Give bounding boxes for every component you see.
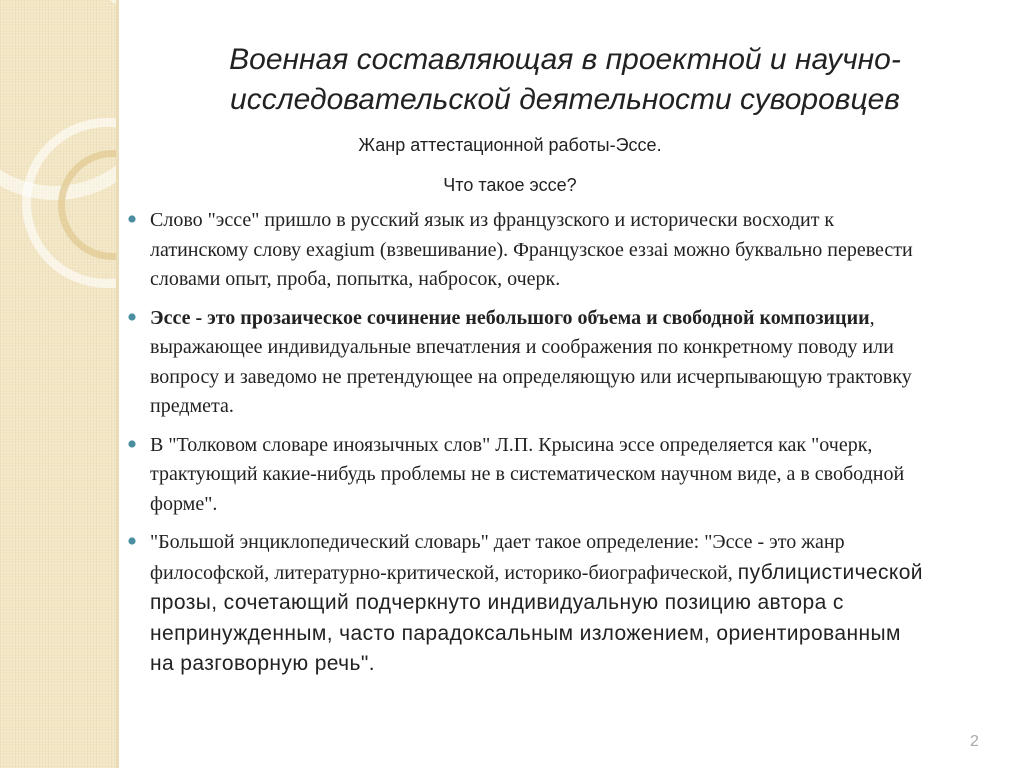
strip-edge-divider <box>116 0 119 768</box>
bullet-list <box>128 206 928 689</box>
bullet-text: В "Толковом словаре иноязычных слов" Л.П. Крысина эссе определяется как "очерк, трактующий какие-нибудь проблемы не в систематическом научном виде, а в свободной форме". <box>150 433 905 515</box>
list-item <box>128 304 928 422</box>
genre-subtitle: Жанр аттестационной работы-Эссе. <box>358 135 662 155</box>
slide-title: Военная составляющая в проектной и научно-исследовательской деятельности суворовцев <box>229 43 901 116</box>
decorative-side-strip <box>0 0 116 768</box>
bullet-icon <box>128 537 136 545</box>
list-item <box>128 528 928 680</box>
bullet-icon <box>128 440 136 448</box>
bullet-text: , выражающее индивидуальные впечатления и соображения по конкретному поводу или вопросу и заведомо не претендующее на определяющую или исчерпывающую трактовку предмета. <box>150 306 912 417</box>
bullet-icon <box>128 215 136 223</box>
bullet-icon <box>128 313 136 321</box>
page-number: 2 <box>970 733 979 750</box>
list-item <box>128 206 928 295</box>
bullet-text: Слово "эссе" пришло в русский язык из французского и исторически восходит к латинскому слову exagium (взвешивание). Французское еззаі можно буквально перевести словами опыт, проба, попытка, набросок, очерк. <box>150 209 913 290</box>
bullet-text: "Большой энциклопедический словарь" дает такое определение: "Эссе - это жанр философской, литературно-критической, историко-биографической, <box>150 531 845 584</box>
list-item <box>128 431 928 520</box>
bullet-text-sans: публицистической прозы, сочетающий подчеркнуто индивидуальную позицию автора с непринужденным, часто парадоксальным изложением, ориентированным на разговорную речь". <box>150 560 923 675</box>
bullet-bold-text: Эссе - это прозаическое сочинение небольшого объема и свободной композиции <box>150 306 870 329</box>
question-subtitle: Что такое эссе? <box>443 175 577 195</box>
